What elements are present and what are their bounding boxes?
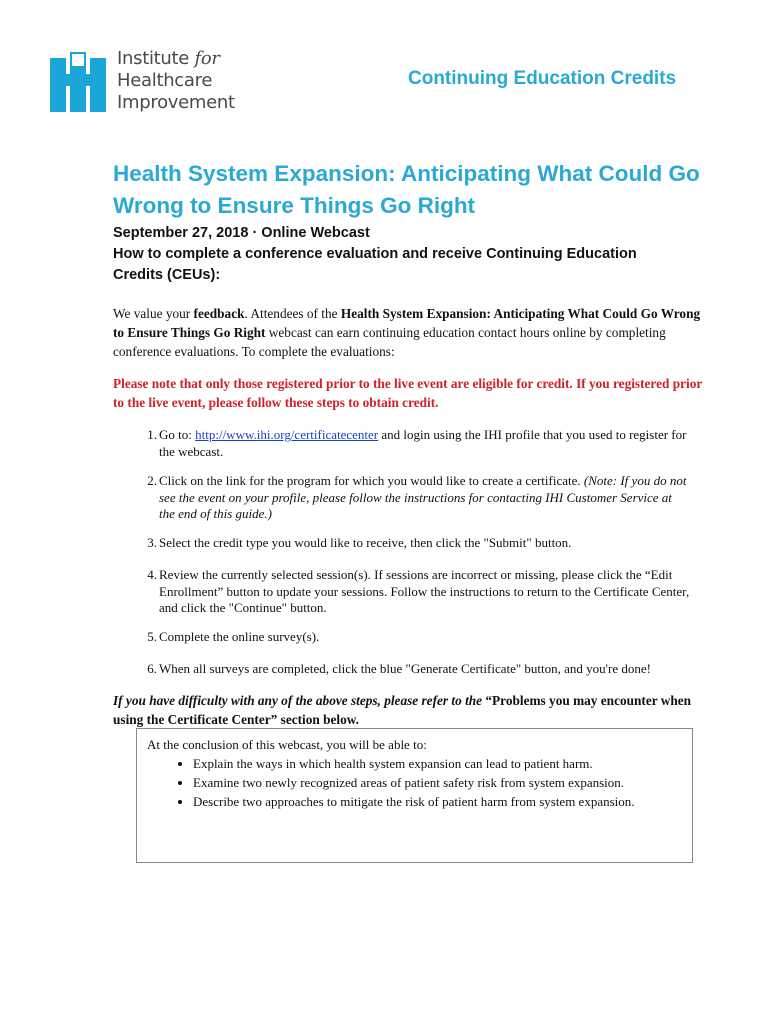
objective-item: • Explain the ways in which health system expansion can lead to patient harm. xyxy=(193,754,682,773)
howto-heading: How to complete a conference evaluation and receive Continuing Education Credits (CEUs): xyxy=(113,246,637,283)
ihi-logo xyxy=(50,48,240,116)
ihi-logo-mark-icon xyxy=(50,52,112,112)
event-date-line: September 27, 2018 · Online Webcast xyxy=(113,225,370,241)
objective-item: • Examine two newly recognized areas of patient safety risk from system expansion. xyxy=(193,773,682,792)
eligibility-notice: Please note that only those registered prior to the live event are eligible for credit. If you registered prior to the live event, please follow these steps to obtain credit. xyxy=(113,376,703,410)
objectives-list xyxy=(147,754,682,811)
learning-objectives-box xyxy=(136,728,693,863)
difficulty-note: If you have difficulty with any of the above steps, please refer to the “Problems you may encounter when using the Certificate Center” section below. xyxy=(113,693,692,727)
logo-wordmark: Institute for Healthcare Improvement xyxy=(117,48,235,113)
continuing-education-title: Continuing Education Credits xyxy=(408,68,677,89)
intro-paragraph: We value your feedback. Attendees of the Health System Expansion: Anticipating What Could Go Wrong to Ensure Things Go Right webcast can earn continuing education contact hours online by completing conference evaluations. To complete the evaluations: xyxy=(113,306,701,359)
certificate-center-link[interactable]: http://www.ihi.org/certificatecenter xyxy=(195,427,379,442)
objectives-intro: At the conclusion of this webcast, you will be able to: xyxy=(147,737,427,752)
objective-item: • Describe two approaches to mitigate the risk of patient harm from system expansion. xyxy=(193,792,682,811)
document-title: Health System Expansion: Anticipating What Could Go Wrong to Ensure Things Go Right xyxy=(113,161,700,218)
